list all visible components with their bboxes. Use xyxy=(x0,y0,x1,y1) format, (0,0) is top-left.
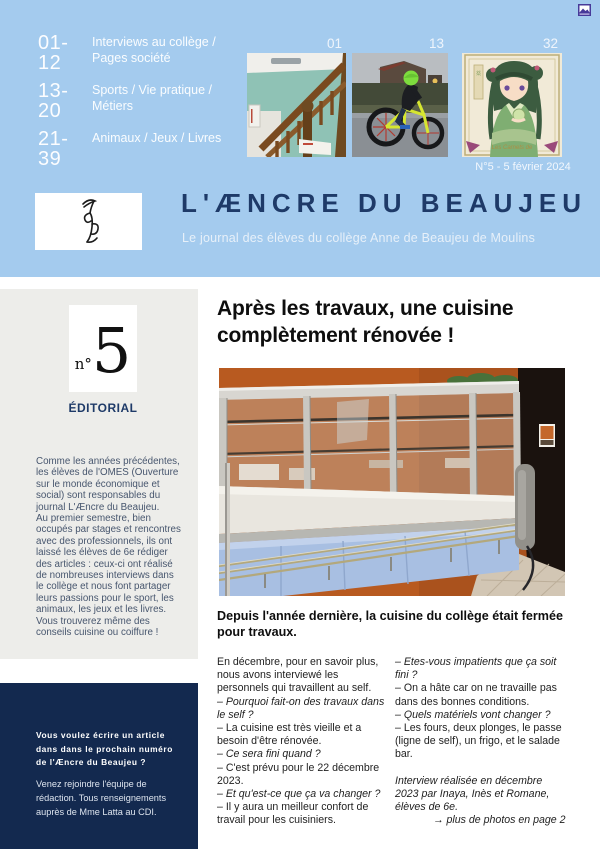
callout-info: Venez rejoindre l'équipe de rédaction. Tous renseignements auprès de Mme Latta au CDI. xyxy=(36,779,167,817)
toc-page-range: 01-12 xyxy=(38,32,69,74)
toc-row-interviews xyxy=(38,33,224,73)
interview-question: – Etes-vous impatients que ça soit fini ? xyxy=(395,656,557,682)
article-column-right xyxy=(395,656,567,827)
bike-rider-photo xyxy=(352,53,448,157)
toc-label: Interviews au collège / Pages société xyxy=(92,35,216,65)
interview-question: – Pourquoi fait-on des travaux dans le self ? xyxy=(217,695,385,721)
renovated-school-canteen-photo xyxy=(219,368,565,596)
editorial-text xyxy=(36,456,184,639)
callout-question: Vous voulez écrire un article dans dans le prochain numéro de l'Æncre du Beaujeu ? xyxy=(36,730,173,767)
interview-question: – Et qu'est-ce que ça va changer ? xyxy=(217,788,381,801)
toc-page-range: 21-39 xyxy=(38,128,69,170)
issue-date: N°5 - 5 février 2024 xyxy=(475,161,571,173)
editorial-para: Comme les années précédentes, les élèves de l'OMES (Ouverture sur le monde économique et social) sont responsables du journal L'Æncre du Beaujeu. xyxy=(36,456,180,513)
issue-number: 5 xyxy=(91,314,132,388)
manga-cover-caption: Les Carnets de xyxy=(491,145,533,151)
toc-page-range: 13-20 xyxy=(38,80,69,122)
article-title: Après les travaux, une cuisine complètement rénovée ! xyxy=(217,297,514,347)
issue-number-prefix: n° xyxy=(74,355,92,373)
interview-answer: – Les fours, deux plonges, le passe (ligne de self), un frigo, et le salade bar. xyxy=(395,722,562,761)
issue-number-box xyxy=(69,305,137,392)
article-lede: Depuis l'année dernière, la cuisine du collège était fermée pour travaux. xyxy=(217,609,563,639)
masthead-subtitle: Le journal des élèves du collège Anne de Beaujeu de Moulins xyxy=(182,231,536,245)
interview-answer: – On a hâte car on ne travaille pas dans des bonnes conditions. xyxy=(395,682,557,708)
broken-image-icon xyxy=(578,3,591,15)
editorial-heading: ÉDITORIAL xyxy=(68,401,138,415)
thumb-page-number: 13 xyxy=(428,36,444,51)
toc-label: Sports / Vie pratique / Métiers xyxy=(92,83,212,113)
article-para: En décembre, pour en savoir plus, nous avons interviewé les personnels qui travaillent au self. xyxy=(217,656,379,695)
interview-answer: – La cuisine est très vieille et a besoin d'être rénovée. xyxy=(217,722,362,748)
header-band xyxy=(0,0,600,277)
svg-text:薬: 薬 xyxy=(475,71,482,77)
staircase-photo xyxy=(247,53,346,157)
interview-answer: – Il y aura un meilleur confort de travail pour les cuisiniers. xyxy=(217,801,369,827)
toc-label: Animaux / Jeux / Livres xyxy=(92,131,222,145)
toc-row-sports xyxy=(38,81,224,121)
anchor-monogram-logo xyxy=(35,193,142,250)
interview-question: – Ce sera fini quand ? xyxy=(217,748,321,761)
editorial-para: Au premier semestre, bien occupés par stages et rencontres avec des professionnels, ils ont laissé les élèves de 6e rédiger des articles : ceux-ci ont réalisé de nombreuses interviews dans le collège et nous font partager leurs passions pour le sport, les animaux, les jeux et les livres. Vous trouverez même des conseils cuisine ou coiffure ! xyxy=(36,513,181,639)
interview-answer: – C'est prévu pour le 22 décembre 2023. xyxy=(217,761,380,787)
toc-row-animaux xyxy=(38,129,224,169)
manga-cover-art xyxy=(462,53,562,157)
article-column-left xyxy=(217,656,392,828)
more-photos-reference: → plus de photos en page 2 xyxy=(433,814,566,827)
article-credit: Interview réalisée en décembre 2023 par Inaya, Inès et Romane, élèves de 6e. xyxy=(395,774,550,814)
interview-question: – Quels matériels vont changer ? xyxy=(395,708,551,721)
masthead-title: L'ÆNCRE DU BEAUJEU xyxy=(181,188,587,218)
thumb-page-number: 32 xyxy=(542,36,558,51)
thumb-page-number: 01 xyxy=(326,36,342,51)
